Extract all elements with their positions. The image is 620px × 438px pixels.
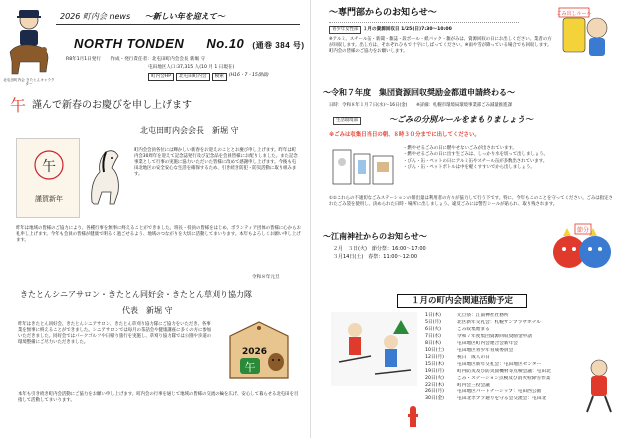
population-line: 屯田地区人口:37,315 人(10 月 1 日現在) [148,65,235,70]
mascot-caption: 北屯田町内会 きたとんキャラクター [3,78,55,87]
salon-body-continued: 本年も引き続き町内会活動にご協力をお願い申し上げます。町内会の行事を通じて地域の皆様の交流の輪を広げ、安心して暮らせる北屯田を目指して活動してまいります。 [18,392,299,403]
events-list [425,313,595,403]
recycle-mascot-image [557,6,615,66]
zodiac-character: 午 [10,96,27,115]
event-row: 12日(月) 祝日 成人の日 [425,354,490,360]
ema-plaque-image [220,318,298,384]
subsidy-detail: 日時：令和８年１月７日(水)～16日(金) ※詳細：札幌市環境局環境事業部ごみ減量推進課 [329,103,512,108]
event-row: 15日(木) 屯田地区新年交礼会：屯田地区センター [425,361,542,367]
issue-info [66,57,306,63]
schedule-label: １月の資源回収日 [362,27,400,32]
rule-item: ・びん・缶・ペットボトルは中を軽くすすいでから出しましょう。 [403,165,535,171]
event-row: 30日(金) 屯田北ポプラ通りを守る会交流会：屯田北 [425,396,547,402]
hp-value: 北屯田町内会 [176,73,210,81]
shrine-schedule [333,246,426,261]
fire-hydrant-icon [407,405,419,429]
svg-text:午: 午 [244,361,256,374]
garbage-bins-image [331,142,395,190]
title-divider [329,22,519,23]
events-title: １月の町内会関連活動予定 [397,294,527,308]
garbage-rules-list [403,146,617,172]
event-row: 20日(火) ごみ・ステーション点検及び消火栓除雪作業 [425,375,551,381]
greeting-title: 謹んで新春のお慶びを申し上げます [32,100,192,111]
event-row: 10日(土) 屯田地区青少年育成委員会 [425,347,514,353]
greeting-date: 令和８年元旦 [252,275,280,280]
svg-text:謹賀新年: 謹賀新年 [35,195,63,203]
header-year: 2026 町内会 news [60,12,131,21]
event-row: 8日(木) 屯田地区町内会連合会新年会 [425,340,518,346]
calligraphy-image [16,138,80,218]
shrine-event: ３月14日(土) 春祭：11:00～12:00 [333,253,418,260]
homepage-search-box [148,73,269,81]
event-row: 26日(月) 屯田地区パートナーシップ：屯田西公園 [425,389,542,395]
svg-text:午: 午 [42,159,56,175]
masthead-number: No.10 [206,36,245,51]
header-rule [56,24,300,25]
mascot-mounted-policeman-image [6,6,52,84]
svg-text:節分: 節分 [576,227,590,234]
skiing-children-image [331,312,417,386]
shrine-news-title: ～江南神社からのお知らせ～ [323,232,427,241]
salon-body: 昨年はきたとん同好会、きたとんシニアサロン、きたとん草刈り協力隊にご協力をいただき、各事業を無事に終えることができました。シニアサロンでは毎月の茶話会や健康講座に多くの方に参加いただきました。同好会ではパークゴルフや日帰り旅行を実施し、草刈り協力隊では公園や歩道の環境整備にご尽力いただきました。 [18,322,212,345]
subsidy-heading: ～令和７年度 集団資源回収奨励金都道申請終わる～ [323,88,515,97]
svg-text:ごみ出しルール: ごみ出しルール [557,11,592,17]
garbage-body: ①②これらの不適切なごみステーションの排出量は利用者の方々が協力して行う下です。特に、今年もこのことを守ってください。ごみは指定されたごみ袋を使用し、決められた日時・場所に出しましょう。違反ごみには警告シールが貼られ、取り残されます。 [329,196,613,207]
department-badge: 青少年女性部 [329,26,361,34]
calligraphy-brush-icon [17,139,81,219]
shrine-event: ２月 ３日(火) 節分祭：16:00～17:00 [333,246,426,252]
header-slogan: ～新しい年を迎えて～ [144,12,225,21]
garbage-rules-title: ～ごみの分別ルールをまもりましょう～ [389,115,533,124]
event-row: 5日(月) 北区新年交礼会：札幌サンプラザホテル [425,319,541,325]
svg-text:2026: 2026 [242,347,268,357]
schedule-value: 1/25(日)7:30～10:00 [401,27,452,32]
event-row: 7日(水) 令和７年度集団資源回収奨励金申請 [425,333,533,339]
rule-item: ・びん・缶・ペットの日にアルミ缶やスチール缶が多数出されています。 [403,158,548,164]
publisher: 作成・発行責任者：北屯田町内会会長 新堀 守 [110,57,206,62]
greeting-body-continued: 昨年は地域の皆様のご協力により、各種行事を無事に終えることができました。班長・役員の皆様をはじめ、ボランティア団体の皆様に心からお礼申し上げます。今年も会員の皆様が健康で明るく過ごせるよう、地域のつながりを大切に活動してまいります。本年もよろしくお願い申し上げます。 [16,226,301,243]
greeting-body: 町内会会員各位には輝かしい新春をお迎えのこととお慶び申し上げます。昨年は町内会30周年を迎えて記念誌発行及び記念品を会員皆様にお配りしました。また記念事業として行事の実施に協力いただいた皆様に改めて感謝申し上げます。今後も屯田北地区の安全安心な生活を確保するため、引き続き防犯・防災活動に取り組みます。 [134,148,298,177]
event-row: 22日(木) 町内会三役会議 [425,382,490,388]
chairman-name: 北屯田町内会会長 新堀 守 [140,126,239,135]
horse-painting-image [84,142,128,212]
hp-suffix: (H16・7・15開設) [228,73,269,78]
right-page [310,0,620,438]
hp-search: 検索 [212,73,227,81]
living-env-badge: 生活環境部 [333,117,361,125]
department-news-title: ～専門部からのお知らせ～ [329,8,437,18]
salon-title: きたとんシニアサロン・きたとん同好会・きたとん草刈り協力隊 [20,290,252,299]
event-row: 1日(木) 元旦祭：江南神社社務所 [425,313,509,318]
hp-label: 町内会HP [148,73,174,81]
event-row: 19日(月) 町内防災及び防災資機材等点検会議：屯田北 [425,368,551,374]
setsubun-oni-image [547,222,617,276]
event-row: 6日(火) ごみ収集始まる [425,326,490,332]
recycle-schedule [329,26,529,34]
representative-name: 代表 新堀 守 [122,306,173,315]
rule-item: ・燃やせるごみの日に燃やせないごみが出されています。 [403,146,517,151]
rule-item: ・燃やせるごみの日に出す生ごみは、しっかり水を切って出しましょう。 [403,152,548,158]
garbage-alert: ※ごみは収集日当日の朝、８時３０分までに出してください。 [329,132,480,138]
masthead-name: NORTH TONDEN [74,36,185,51]
recycle-body: ※アルミ、スチール缶・新聞・雑誌・段ボール・紙パック・雑がみは、資源回収の日にお出しください。業者の方が回収します。出し方は、それぞれひもで十字にしばってください。※雨や雪が降っている場合でも回収します。町内会の皆様のご協力をお願いします。 [329,37,552,54]
header-line [60,12,300,22]
issue-date: R8年1月1日発行 [66,57,101,62]
masthead [74,36,305,52]
runner-mascot-image [579,356,619,416]
masthead-total: (通巻 384 号) [252,41,305,50]
